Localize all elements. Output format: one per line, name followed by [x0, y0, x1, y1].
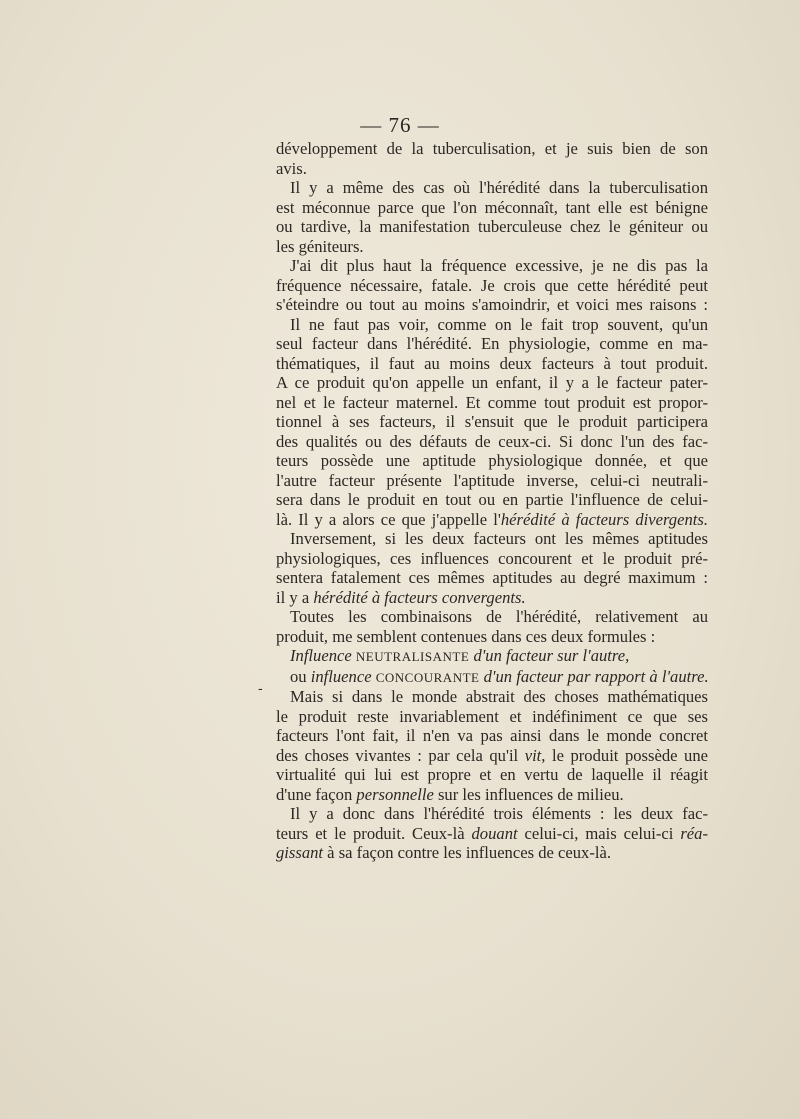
text-line: s'éteindre ou tout au moins s'amoindrir, et voici mes raisons : — [276, 295, 708, 314]
paragraph — [276, 607, 708, 646]
paragraph — [276, 804, 708, 863]
text-line: développement de la tuberculisation, et je suis bien de son — [276, 139, 708, 158]
text-run: sur les influences de milieu. — [433, 784, 624, 804]
text-line — [276, 824, 708, 844]
text-run: ou — [290, 666, 311, 686]
text-line: Mais si dans le monde abstrait des choses mathématiques — [290, 687, 708, 706]
text-line: seul facteur dans l'hérédité. En physiologie, comme en ma- — [276, 334, 708, 353]
text-run: , le produit possède une — [541, 745, 708, 765]
text-line: J'ai dit plus haut la fréquence excessive, je ne dis pas la — [290, 256, 708, 275]
text-line: teurs possède une aptitude physiologique donnée, et que — [276, 451, 708, 470]
italic-run: vit — [524, 745, 542, 765]
text-line: Il y a même des cas où l'hérédité dans la tuberculisation — [290, 178, 708, 197]
text-line: thématiques, il faut au moins deux facteurs à tout produit. — [276, 353, 708, 373]
italic-run: hérédité à facteurs divergents. — [500, 509, 708, 529]
italic-run: gissant — [276, 843, 324, 862]
italic-run: d'un facteur par rapport à l'autre. — [483, 666, 709, 686]
italic-run: personnelle — [356, 784, 434, 804]
text-line: nel et le facteur maternel. Et comme tout produit est propor- — [276, 392, 708, 412]
text-run: celui-ci, mais celui-ci — [517, 823, 681, 843]
text-line — [276, 746, 708, 766]
text-line: Inversement, si les deux facteurs ont les mêmes aptitudes — [290, 529, 708, 548]
page-number: — 76 — — [360, 113, 440, 137]
text-run: teurs et le produit. Ceux-là — [276, 823, 472, 843]
formula-line — [276, 667, 708, 688]
text-line — [276, 843, 708, 863]
margin-mark: - — [258, 681, 263, 697]
text-line: est méconnue parce que l'on méconnaît, tant elle est bénigne — [276, 197, 708, 217]
text-line — [276, 765, 708, 785]
text-line: le produit reste invariablement et indéfiniment ce que ses — [276, 706, 708, 726]
text-run: virtualité qui lui est propre et en vertu de laquelle il réagit — [276, 765, 708, 784]
text-run: des choses vivantes : par cela qu'il — [276, 745, 525, 765]
paragraph — [276, 178, 708, 256]
italic-run: influence — [310, 666, 372, 686]
text-line: produit, me semblent contenues dans ces deux formules : — [276, 626, 656, 646]
paragraph — [276, 256, 708, 315]
text-line: des qualités ou des défauts de ceux-ci. Si donc l'un des fac- — [276, 431, 708, 451]
text-line: sentera fatalement ces mêmes aptitudes au degré maximum : — [276, 568, 708, 587]
text-line: sera dans le produit en tout ou en partie l'influence de celui- — [276, 490, 708, 509]
text-line: A ce produit qu'on appelle un enfant, il y a le facteur pater- — [276, 373, 708, 392]
text-line: tionnel à ses facteurs, il s'ensuit que le produit participera — [276, 412, 708, 431]
text-line: physiologiques, ces influences concourent et le produit pré- — [276, 548, 708, 568]
text-line: Il ne faut pas voir, comme on le fait trop souvent, qu'un — [290, 314, 708, 334]
paragraph — [276, 687, 708, 804]
smallcaps-run: CONCOURANTE — [375, 669, 480, 685]
text-line: Toutes les combinaisons de l'hérédité, relativement au — [290, 607, 708, 626]
paragraph — [276, 529, 708, 607]
text-line — [276, 785, 708, 805]
text-line — [276, 588, 708, 608]
italic-run: d'un facteur sur l'autre, — [473, 646, 630, 665]
text-line — [276, 510, 708, 530]
body-text — [276, 139, 708, 863]
text-run: là. Il y a alors ce que j'appelle l' — [276, 509, 501, 529]
italic-run: Influence — [290, 646, 352, 665]
italic-run: douant — [471, 823, 518, 843]
formula-line — [276, 646, 708, 667]
paragraph — [276, 315, 708, 530]
text-line: Il y a donc dans l'hérédité trois éléments : les deux fac- — [290, 804, 708, 823]
text-run: à sa façon contre les influences de ceux-là. — [323, 843, 611, 862]
text-run: il y a — [276, 587, 314, 607]
italic-run: réa- — [680, 823, 708, 843]
text-line: l'autre facteur présente l'aptitude inverse, celui-ci neutrali- — [276, 470, 708, 490]
text-line: fréquence nécessaire, fatale. Je crois que cette hérédité peut — [276, 275, 708, 295]
italic-run: hérédité à facteurs convergents. — [313, 587, 526, 607]
text-run: d'une façon — [276, 784, 357, 804]
paragraph — [276, 139, 708, 178]
formula-list — [276, 646, 708, 687]
text-line: les géniteurs. — [276, 236, 364, 256]
text-line: facteurs l'ont fait, il n'en va pas ainsi dans le monde concret — [276, 726, 708, 745]
smallcaps-run: NEUTRALISANTE — [355, 649, 470, 664]
text-line: ou tardive, la manifestation tuberculeuse chez le géniteur ou — [276, 217, 708, 236]
text-line: avis. — [276, 158, 307, 178]
